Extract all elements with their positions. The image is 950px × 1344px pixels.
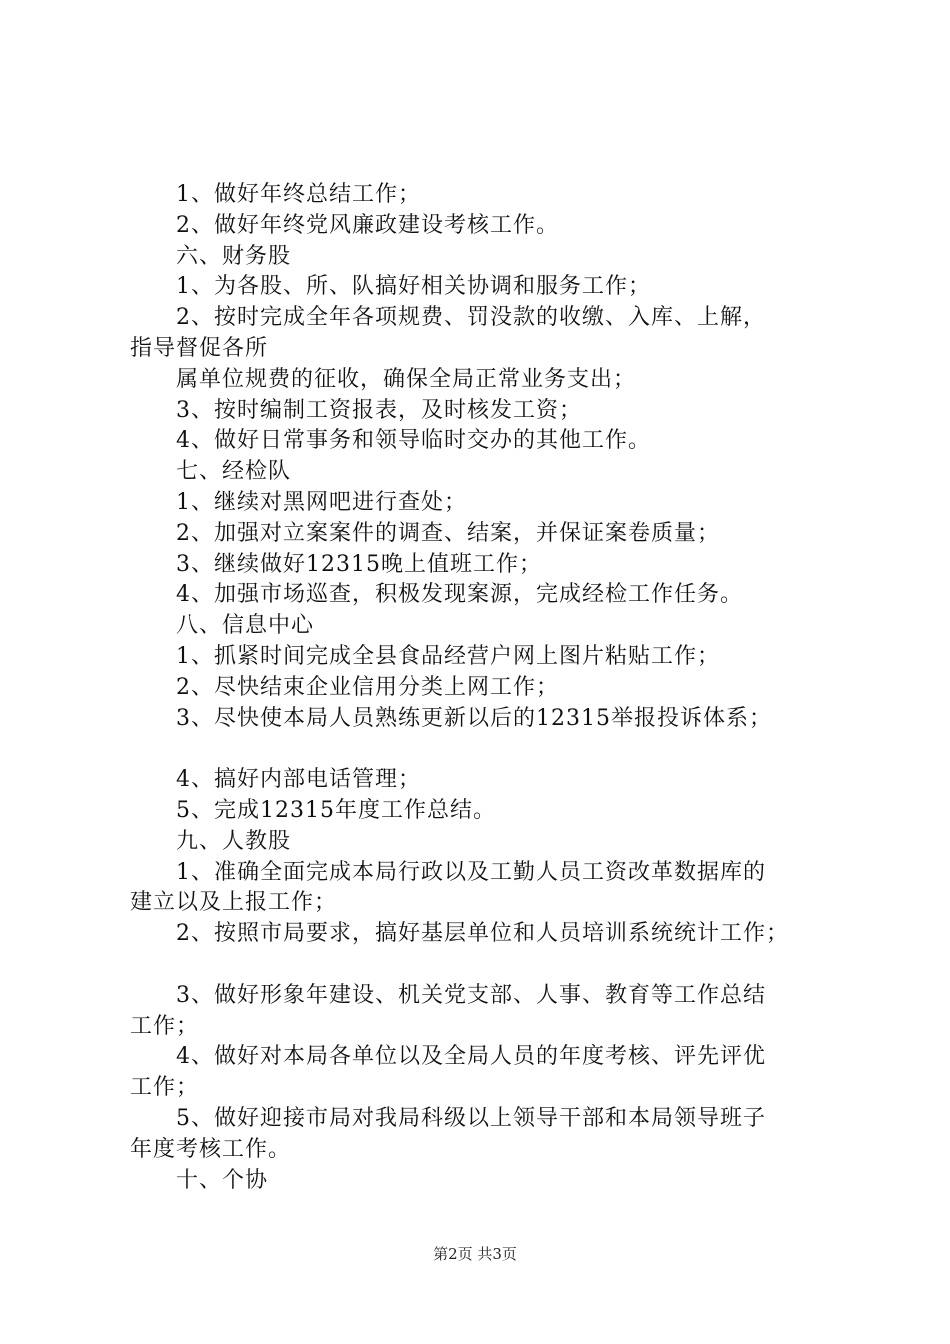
document-body (130, 180, 842, 1196)
text-line: 十、个协 (176, 1167, 269, 1193)
text-line: 2、做好年终党风廉政建设考核工作。 (176, 212, 559, 238)
blank-line (130, 950, 842, 981)
text-line: 七、经检队 (176, 459, 292, 485)
text-line: 六、财务股 (176, 243, 292, 269)
page-footer: 第2页 共3页 (433, 1245, 517, 1263)
text-line: 1、做好年终总结工作； (176, 182, 421, 207)
text-line: 建立以及上报工作； (130, 890, 338, 916)
text-line: 属单位规费的征收，确保全局正常业务支出； (176, 366, 637, 392)
text-line: 4、做好对本局各单位以及全局人员的年度考核、评先评优 (176, 1044, 766, 1070)
text-line: 九、人教股 (176, 828, 292, 854)
text-line: 2、加强对立案案件的调查、结案，并保证案卷质量； (176, 520, 720, 546)
text-line: 5、完成12315年度工作总结。 (176, 797, 496, 823)
text-line: 5、做好迎接市局对我局科级以上领导干部和本局领导班子 (176, 1105, 766, 1131)
text-line: 指导督促各所 (130, 335, 269, 361)
text-line: 1、为各股、所、队搞好相关协调和服务工作； (176, 274, 651, 300)
text-line: 工作； (130, 1075, 200, 1101)
text-line: 3、做好形象年建设、机关党支部、人事、教育等工作总结 (176, 982, 766, 1008)
text-line: 3、尽快使本局人员熟练更新以后的12315举报投诉体系； (176, 705, 772, 731)
text-line: 2、尽快结束企业信用分类上网工作； (176, 674, 559, 700)
blank-line (130, 734, 842, 765)
text-line: 1、抓紧时间完成全县食品经营户网上图片粘贴工作； (176, 643, 720, 669)
text-line: 3、继续做好12315晚上值班工作； (176, 551, 542, 577)
text-line: 工作； (130, 1013, 200, 1039)
text-line: 4、做好日常事务和领导临时交办的其他工作。 (176, 428, 651, 454)
text-line: 八、信息中心 (176, 613, 315, 639)
text-line: 2、按照市局要求，搞好基层单位和人员培训系统统计工作； (176, 921, 789, 947)
text-line: 4、加强市场巡查，积极发现案源，完成经检工作任务。 (176, 582, 743, 608)
text-line: 1、准确全面完成本局行政以及工勤人员工资改革数据库的 (176, 859, 766, 885)
text-line: 4、搞好内部电话管理； (176, 767, 421, 793)
text-line: 2、按时完成全年各项规费、罚没款的收缴、入库、上解， (176, 305, 766, 331)
text-line: 1、继续对黑网吧进行查处； (176, 489, 467, 515)
text-line: 年度考核工作。 (130, 1136, 292, 1162)
text-line: 3、按时编制工资报表，及时核发工资； (176, 397, 582, 423)
